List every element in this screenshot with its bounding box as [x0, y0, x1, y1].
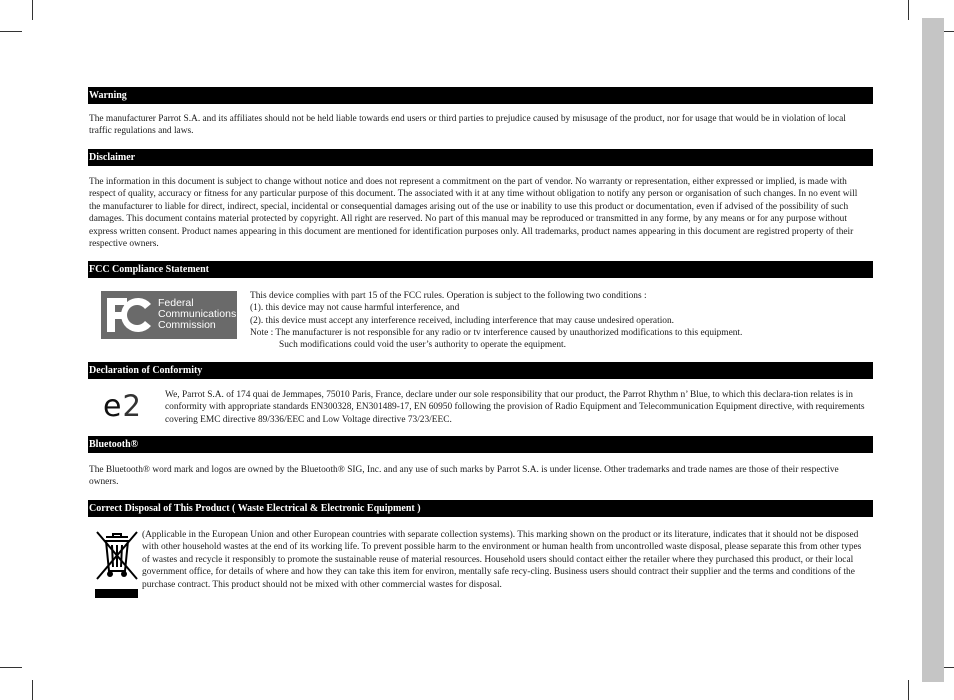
fcc-line-4: Note : The manufacturer is not responsible for any radio or tv interference caused by unauthorized modifications to this equipment.	[250, 328, 743, 338]
crop-mark	[0, 667, 22, 668]
bluetooth-text: The Bluetooth® word mark and logos are owned by the Bluetooth® SIG, Inc. and any use of such marks by Parrot S.A. is under license. Other trademarks and trade names are those of their respective owners.	[89, 465, 839, 488]
conformity-heading: Declaration of Conformity	[88, 362, 873, 379]
page-side-tab	[922, 18, 944, 682]
fcc-heading: FCC Compliance Statement	[88, 261, 873, 278]
e2-mark-number: 2	[122, 389, 142, 423]
fcc-line-3: (2). this device must accept any interference received, including interference that may cause undesired operation.	[250, 316, 675, 326]
e2-mark-letter: e	[103, 389, 123, 424]
disposal-text: (Applicable in the European Union and other European countries with separate collection systems). This marking shown on the product or its literature, indicates that it should not be disposed with other household wastes at the end of its working life. To prevent possible harm to the environment or human health from uncontrolled waste disposal, please separate this from other types of wastes and recycle it responsibly to promote the sustainable reuse of material resources. Household users should contact either the retailer where they purchased this product, or their local government office, for details of where and how they can take this item for environ, mentally safe recy-cling. Business users should contract their supplier and the terms and conditions of the purchase contract. This product should not be mixed with other commercial wastes for disposal.	[142, 530, 862, 590]
fcc-logo-label	[158, 298, 236, 332]
fcc-monogram-icon	[105, 296, 155, 334]
fcc-line-5: Such modifications could void the user’s authority to operate the equipment.	[279, 340, 567, 350]
fcc-logo-line: Communications	[158, 308, 237, 321]
fcc-logo-icon	[101, 291, 237, 339]
e2-mark-icon	[103, 387, 153, 425]
warning-text: The manufacturer Parrot S.A. and its affiliates should not be held liable towards end users or third parties to prejudice caused by misusage of the product, nor for usage that would be in violation of local traffic regulations and laws.	[89, 114, 846, 137]
fcc-line-2: (1). this device may not cause harmful interference, and	[250, 303, 460, 313]
crop-mark	[32, 680, 33, 700]
crop-mark	[908, 680, 909, 700]
conformity-text: We, Parrot S.A. of 174 quai de Jemmapes, 75010 Paris, France, declare under our sole responsibility that our product, the Parrot Rhythm n’ Blue, to which this declara-tion relates is in conformity with appropriate standards EN300328, EN301489-17, EN 60950 following the provision of Radio Equipment and Telecommunication Equipment directive, with requirements covering EMC directive 89/336/EEC and Low Voltage directive 73/23/EEC.	[165, 390, 865, 425]
warning-heading: Warning	[88, 87, 873, 104]
disposal-heading: Correct Disposal of This Product ( Waste Electrical & Electronic Equipment )	[88, 500, 873, 517]
weee-underline-bar	[95, 589, 138, 598]
fcc-line-1: This device complies with part 15 of the FCC rules. Operation is subject to the following two conditions :	[250, 291, 647, 301]
fcc-logo-line: Commission	[158, 319, 216, 332]
disclaimer-heading: Disclaimer	[88, 149, 873, 166]
bluetooth-heading: Bluetooth®	[88, 436, 873, 453]
fcc-logo-line: Federal	[158, 297, 194, 309]
disclaimer-text: The information in this document is subject to change without notice and does not represent a commitment on the part of vendor. No warranty or representation, either expressed or implied, is made with respect of quality, accuracy or fitness for any particular purpose of this document. The associated with it at any time without obligation to notify any person or organisation of such changes. In no event will the manufacturer to liable for direct, indirect, special, incidental or consequential damages arising out of the use or inability to use this product or documentation, even if advised of the possibility of such damages. This document contains material protected by copyright. All right are reserved. No part of this manual may be reproduced or transmitted in any forme, by any means or for any purpose without express written consent. Product names appearing in this document are mentioned for identification purposes only. All trademarks, product names appearing in this document are registred property of their respective owners.	[89, 177, 858, 250]
crop-mark	[32, 0, 33, 20]
crop-mark	[0, 31, 22, 32]
crop-mark	[908, 0, 909, 20]
crossed-bin-icon	[94, 529, 140, 583]
